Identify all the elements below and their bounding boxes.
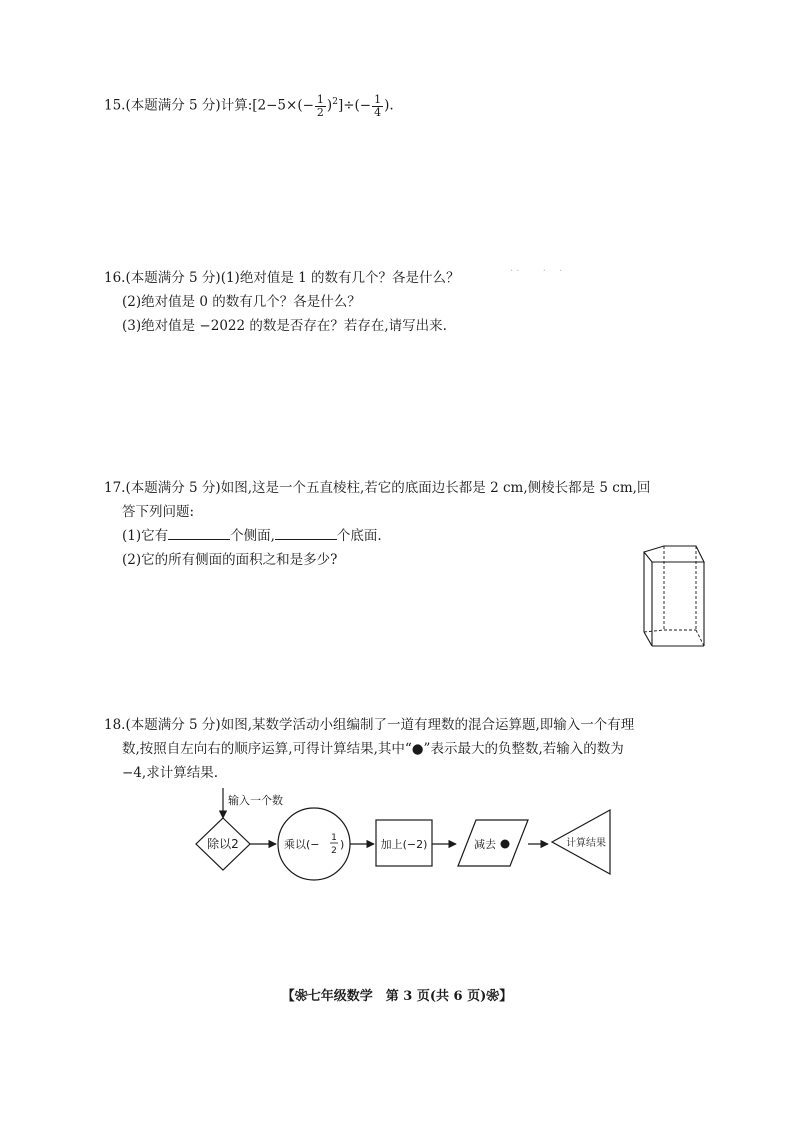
flow-step4-label: 减去 bbox=[474, 838, 496, 851]
q15-expr-c: ]÷(− bbox=[337, 97, 372, 114]
q17-line-4: (2)它的所有侧面的面积之和是多少? bbox=[122, 552, 338, 568]
flow-step2-label-b: ) bbox=[340, 838, 345, 851]
q18-line-2: 数,按照自左向右的顺序运算,可得计算结果,其中“●”表示最大的负整数,若输入的数为 bbox=[122, 741, 624, 757]
q17-part1-a: (1)它有 bbox=[122, 528, 169, 544]
q18-text1: 如图,某数学活动小组编制了一道有理数的混合运算题,即输入一个有理 bbox=[220, 717, 635, 733]
q16-line-1 bbox=[104, 266, 460, 290]
q18-line-3: −4,求计算结果. bbox=[122, 765, 218, 781]
q15-fraction-1 bbox=[315, 94, 326, 119]
q17-blank-2[interactable] bbox=[275, 525, 337, 540]
q15-frac2-num: 1 bbox=[374, 92, 382, 106]
flow-step3-label: 加上(−2) bbox=[380, 838, 428, 851]
q17-part1-c: 个底面. bbox=[336, 528, 382, 544]
q15-expr-a: [2−5×(− bbox=[252, 97, 314, 114]
q18-points: (本题满分 5 分) bbox=[125, 717, 221, 733]
q15-points: (本题满分 5 分) bbox=[125, 97, 221, 114]
q15-frac1-den: 2 bbox=[316, 105, 324, 119]
q15-frac1-num: 1 bbox=[316, 92, 324, 106]
flowchart bbox=[190, 786, 620, 886]
q15-sup: 2 bbox=[332, 97, 338, 107]
q17-number: 17. bbox=[104, 480, 126, 496]
prism-top-face bbox=[644, 546, 704, 562]
q17-points: (本题满分 5 分) bbox=[125, 480, 221, 496]
question-17 bbox=[104, 476, 650, 572]
q15-prefix: 计算: bbox=[220, 97, 253, 114]
q15-expr-b: ) bbox=[326, 97, 333, 114]
q18-number: 18. bbox=[104, 717, 126, 733]
flow-step1-label: 除以2 bbox=[207, 837, 239, 851]
question-15 bbox=[104, 90, 394, 119]
q16-part1: (1)绝对值是 1 的数有几个？各是什么？ bbox=[220, 270, 460, 286]
flow-step2-num: 1 bbox=[331, 833, 337, 843]
q16-line-3: (3)绝对值是 −2022 的数是否存在？若存在,请写出来. bbox=[122, 318, 447, 334]
q17-line-2: 答下列问题: bbox=[122, 504, 195, 520]
prism-hidden-edge bbox=[644, 630, 664, 632]
flow-input-label: 输入一个数 bbox=[228, 794, 283, 807]
flow-step2-label-a: 乘以(− bbox=[284, 838, 320, 851]
question-18 bbox=[104, 713, 634, 785]
q16-line-2: (2)绝对值是 0 的数有几个？各是什么？ bbox=[122, 294, 361, 310]
flow-step5-label: 计算结果 bbox=[566, 838, 606, 849]
q15-number: 15. bbox=[104, 97, 126, 114]
prism-edge bbox=[644, 632, 652, 646]
scan-noise: · · · · bbox=[510, 266, 563, 277]
q18-line-1 bbox=[104, 713, 634, 737]
q15-line bbox=[104, 90, 394, 119]
q16-points: (本题满分 5 分) bbox=[125, 270, 221, 286]
q15-expr-d: ). bbox=[384, 97, 394, 114]
q15-fraction-2 bbox=[372, 94, 383, 119]
q17-line-1 bbox=[104, 476, 650, 500]
q17-part1-b: 个侧面, bbox=[230, 528, 275, 544]
q16-number: 16. bbox=[104, 270, 126, 286]
prism-hidden-edge bbox=[696, 630, 704, 646]
q17-blank-1[interactable] bbox=[168, 525, 230, 540]
black-dot-icon bbox=[501, 840, 510, 849]
q17-text1: 如图,这是一个五直棱柱,若它的底面边长都是 2 cm,侧棱长都是 5 cm,回 bbox=[220, 480, 651, 496]
page-footer: 【❀七年级数学 第 3 页(共 6 页)❀】 bbox=[281, 989, 513, 1004]
q15-frac2-den: 4 bbox=[374, 105, 382, 119]
pentagonal-prism-figure bbox=[630, 540, 710, 655]
question-16 bbox=[104, 266, 460, 338]
q17-line-3 bbox=[104, 524, 650, 548]
flow-step2-den: 2 bbox=[331, 846, 337, 856]
